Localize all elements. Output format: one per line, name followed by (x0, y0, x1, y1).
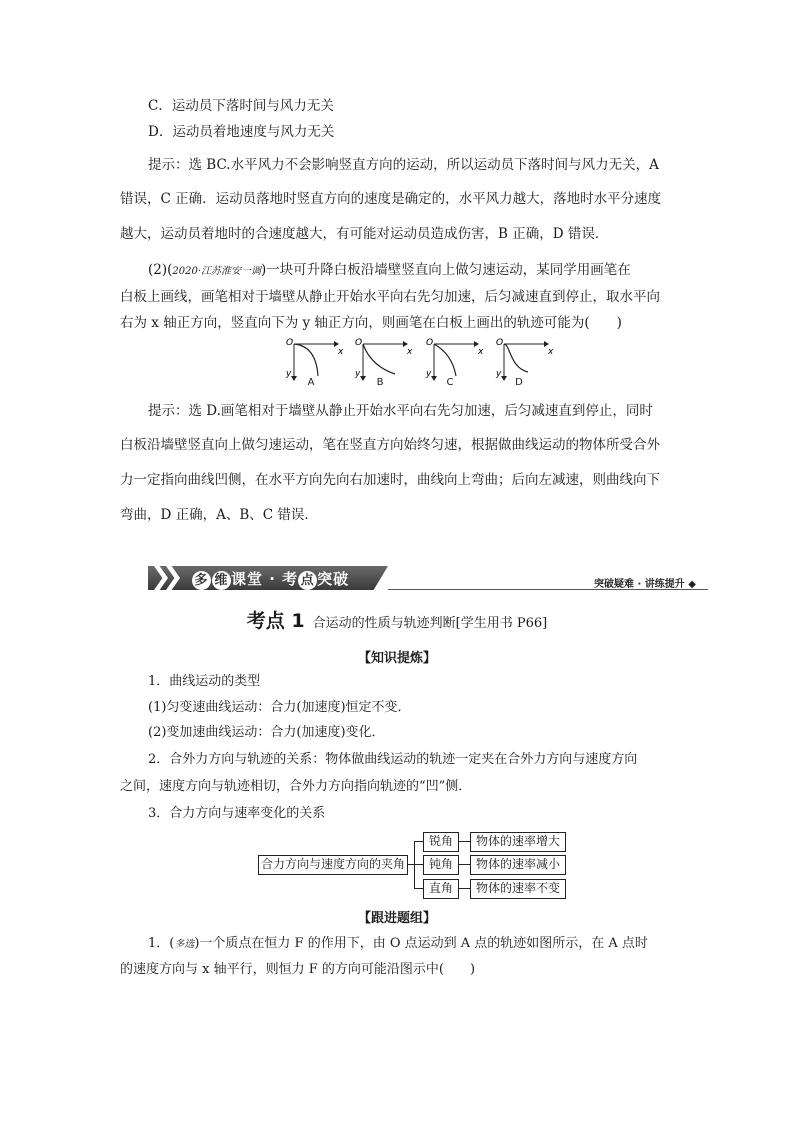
question2-text: )一块可升降白板沿墙壁竖直向上做匀速运动，某同学用画笔在 (261, 262, 631, 278)
knowledge-p2b: 之间，速度方向与轨迹相切，合外力方向指向轨迹的“凹”侧． (120, 779, 472, 794)
hint2-line3: 力一定指向曲线凹侧，在水平方向先向右加速时，曲线向上弯曲；后向左减速，则曲线向下 (120, 472, 660, 488)
diagram-link-1 (458, 841, 470, 842)
hint1-line3: 越大，运动员着地时的合速度越大，有可能对运动员造成伤害，B 正确，D 错误． (120, 226, 609, 242)
banner-right-text: 突破疑难 · 讲练提升 ◆ (594, 579, 696, 590)
follow-q1-line2: 的速度方向与 x 轴平行，则恒力 F 的方向可能沿图示中( ) (120, 962, 476, 977)
graph-b-x-label: x (407, 347, 413, 357)
trajectory-c (434, 344, 456, 376)
question2-line2: 白板上画线，画笔相对于墙壁从静止开始水平向右先匀加速，后匀减速直到停止，取水平向 (120, 289, 660, 305)
question2-line1 (148, 260, 631, 282)
kaodian-title: 考点 1 (246, 610, 305, 632)
option-c: C．运动员下落时间与风力无关 (148, 98, 334, 114)
hint2-line2: 白板沿墙壁竖直向上做匀速运动，笔在竖直方向始终匀速，根据做曲线运动的物体所受合外 (120, 437, 660, 453)
banner-circle-3: 点 (298, 571, 317, 590)
angle-right: 直角 (423, 879, 459, 899)
graph-c-origin: O (426, 338, 434, 348)
kaodian-heading (0, 606, 794, 633)
graph-a-origin: O (286, 338, 294, 348)
banner-text-1: 课堂 · 考 (231, 570, 299, 588)
hint2-line1: 提示：选 D.画笔相对于墙壁从静止开始水平向右先匀加速，后匀减速直到停止，同时 (148, 403, 653, 419)
knowledge-p1a: (1)匀变速曲线运动：合力(加速度)恒定不变． (148, 700, 411, 715)
graph-d-x-label: x (548, 347, 554, 357)
result-unchanged: 物体的速率不变 (470, 879, 566, 899)
kaodian-subtitle: 合运动的性质与轨迹判断[学生用书 P66] (312, 616, 548, 631)
banner-circle-1: 多 (192, 571, 211, 590)
banner-text-2: 突破 (317, 570, 350, 588)
knowledge-p3: 3．合力方向与速率变化的关系 (148, 806, 326, 821)
section-banner (148, 566, 708, 594)
graph-d-y-label: y (496, 369, 502, 379)
angle-acute: 锐角 (423, 832, 459, 852)
trajectory-d (504, 344, 528, 372)
diagram-link-2 (458, 864, 470, 865)
graph-label-c: C (446, 377, 454, 388)
diagram-root: 合力方向与速度方向的夹角 (258, 855, 408, 875)
graph-label-b: B (376, 377, 384, 388)
trajectory-a (294, 344, 318, 376)
graph-d (496, 336, 556, 396)
follow-q1-text: )一个质点在恒力 F 的作用下，由 O 点运动到 A 点的轨迹如图所示，在 A 点时 (194, 936, 648, 951)
banner-title (192, 568, 349, 590)
graph-label-a: A (307, 377, 315, 388)
diamond-icon: ◆ (688, 579, 696, 590)
diagram-branch-3 (414, 888, 423, 889)
follow-q1-prefix: 1．( (148, 936, 175, 951)
diagram-branch-2 (414, 864, 423, 865)
question2-prefix: (2)( (148, 262, 173, 278)
question2-source: 2020·江苏淮安一调 (172, 266, 262, 277)
hint1-line2: 错误，C 正确．运动员落地时竖直方向的速度是确定的，水平风力越大，落地时水平分速度 (120, 191, 662, 207)
knowledge-p2a: 2．合外力方向与轨迹的关系：物体做曲线运动的轨迹一定夹在合外力方向与速度方向 (148, 752, 638, 767)
graph-a-x-label: x (338, 347, 344, 357)
hint2-line4: 弯曲，D 正确，A、B、C 错误． (120, 507, 318, 523)
question2-line3: 右为 x 轴正方向，竖直向下为 y 轴正方向，则画笔在白板上画出的轨迹可能为( ) (120, 315, 622, 331)
diagram-link-3 (458, 888, 470, 889)
graph-a-y-label: y (286, 369, 292, 379)
banner-circle-2: 维 (212, 571, 231, 590)
option-d: D．运动员着地速度与风力无关 (148, 124, 335, 140)
angle-obtuse: 钝角 (423, 855, 459, 875)
graph-c-x-label: x (478, 347, 484, 357)
follow-heading: 【跟进题组】 (357, 911, 436, 926)
graph-b-y-label: y (355, 369, 361, 379)
graph-d-origin: O (496, 338, 504, 348)
trajectory-b (363, 344, 395, 374)
knowledge-p1b: (2)变加速曲线运动：合力(加速度)变化． (148, 725, 385, 740)
result-decrease: 物体的速率减小 (470, 855, 566, 875)
follow-q1-line1 (148, 934, 648, 955)
diagram-connector (407, 864, 414, 865)
graph-label-d: D (515, 377, 523, 388)
diagram-branch-1 (414, 841, 423, 842)
graph-b-origin: O (355, 338, 363, 348)
graph-c-y-label: y (426, 369, 432, 379)
result-increase: 物体的速率增大 (470, 832, 566, 852)
knowledge-p1: 1．曲线运动的类型 (148, 674, 261, 689)
hint1-line1: 提示：选 BC.水平风力不会影响竖直方向的运动，所以运动员下落时间与风力无关，A (148, 157, 659, 173)
knowledge-heading: 【知识提炼】 (357, 651, 436, 666)
follow-q1-tag: 多选 (174, 939, 195, 950)
